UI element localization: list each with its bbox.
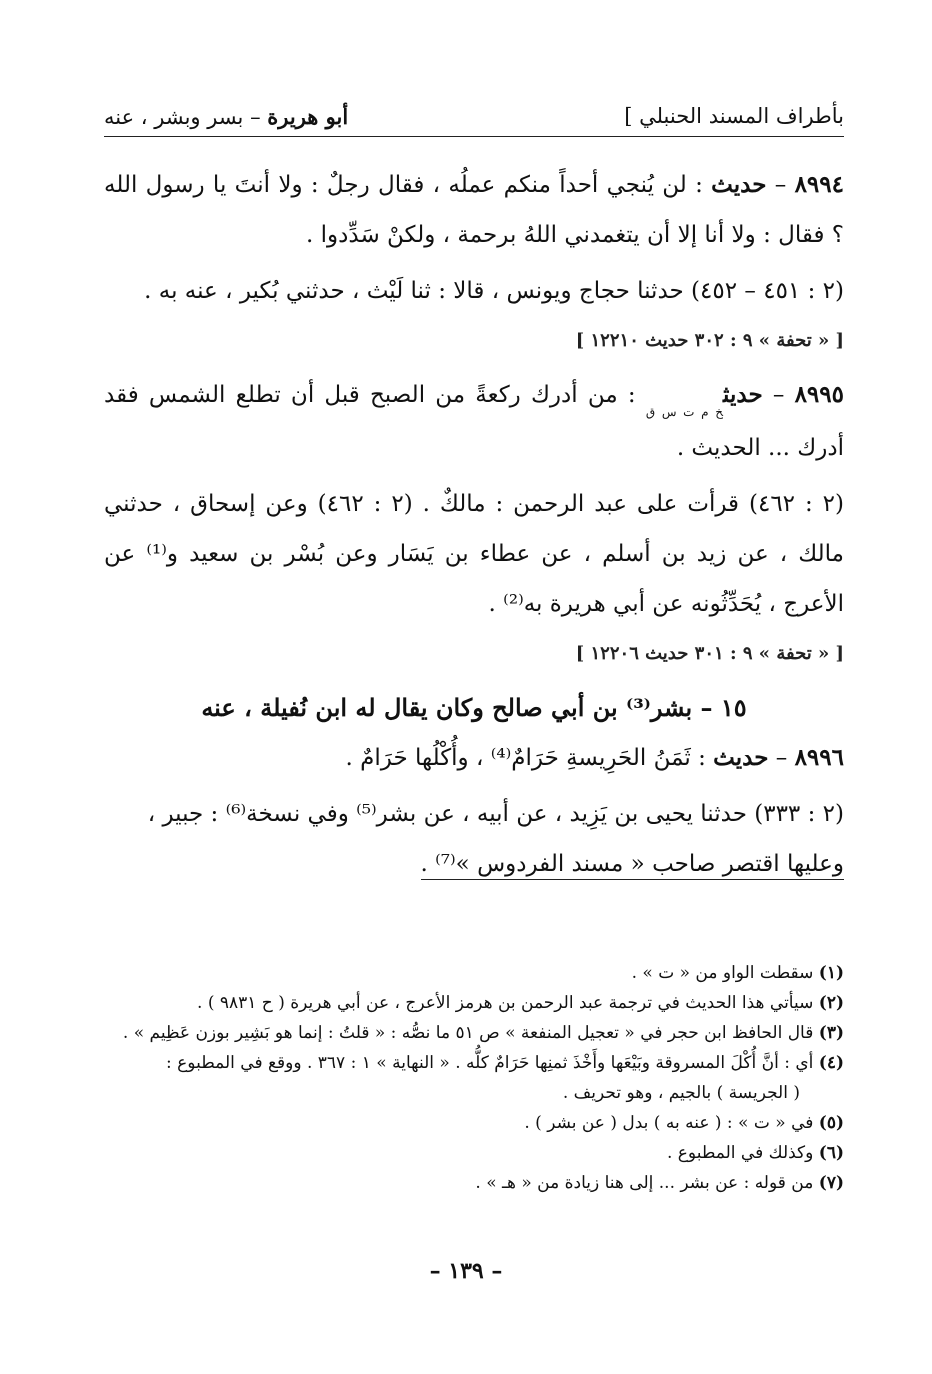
footnote-text: ( الجريسة ) بالجيم ، وهو تحريف . xyxy=(562,1083,800,1103)
hadith-text: : ثَمَنُ الحَرِيسةِ حَرَامٌ⁽⁴⁾ ، وأُكْلُها حَرَامٌ . xyxy=(345,745,714,771)
hadith-text: : لن يُنجي أحداً منكم عملُه ، فقال رجلٌ : ولا أنتَ يا رسول الله ؟ فقال : ولا أنا إلا أن يتغمدني اللهُ برحمة ، ولكنْ سَدِّدوا . xyxy=(104,172,844,248)
footnote-text: قال الحافظ ابن حجر في « تعجيل المنفعة » ص ٥١ ما نصُّه : « قلتُ : إنما هو بَشِير بوزن عَظِيم » . xyxy=(122,1023,819,1043)
header-chapter-sub: – بسر وبشر ، عنه xyxy=(104,105,268,129)
section-heading: ١٥ – بشر⁽³⁾ بن أبي صالح وكان يقال له ابن نُفيلة ، عنه xyxy=(201,693,747,722)
footnote xyxy=(104,1018,844,1048)
hadith-8995-source: (٢ : ٤٦٢) قرأت على عبد الرحمن : مالكٌ . (٢ : ٤٦٢) وعن إسحاق ، حدثني مالك ، عن زيد بن أسلم ، عن عطاء بن يَسَار وعن بُسْر بن سعيد و⁽¹⁾ عن الأعرج ، يُحَدِّثُونه عن أبي هريرة به⁽²⁾ . xyxy=(104,491,844,617)
header-chapter xyxy=(104,104,348,129)
hadith-number: ٨٩٩٤ xyxy=(794,171,844,198)
hadith-keyword: حديث xyxy=(711,171,767,198)
header-book-title: بأطراف المسند الحنبلي ] xyxy=(624,104,844,128)
running-header xyxy=(104,96,844,137)
hadith-keyword: حديث xyxy=(713,744,769,771)
hadith-8996-source xyxy=(104,789,844,889)
footnote-text: سقطت الواو من « ت » . xyxy=(631,963,819,983)
hadith-text: : من أدرك ركعةً من الصبح قبل أن تطلع الشمس فقد أدرك ... الحديث . xyxy=(104,382,844,461)
footnote xyxy=(104,1168,844,1198)
footnote xyxy=(104,988,844,1018)
footnote-continuation xyxy=(104,1078,844,1108)
footnote-number: (٣) xyxy=(818,1023,844,1043)
footnote xyxy=(104,1138,844,1168)
footnote-text: في « ت » : ( عنه به ) بدل ( عن بشر ) . xyxy=(524,1113,819,1133)
page-number: – ١٣٩ – xyxy=(429,1258,503,1284)
hadith-8995: ٨٩٩٥ – حديث$_{خ م ت س ق}$ : من أدرك ركعةً من الصبح قبل أن تطلع الشمس فقد أدرك ... الحديث . xyxy=(104,381,844,461)
footnote xyxy=(104,958,844,988)
footnote-number: (٧) xyxy=(818,1173,844,1193)
main-text xyxy=(104,160,844,889)
hadith-8996-source-line-1: (٢ : ٣٣٣) حدثنا يحيى بن يَزِيد ، عن أبيه ، عن بشر⁽⁵⁾ وفي نسخة⁽⁶⁾ : جبير ، xyxy=(147,801,844,827)
hadith-8996-source-line-2: وعليها اقتصر صاحب « مسند الفردوس »⁽⁷⁾ . xyxy=(421,851,844,880)
hadith-8994: ٨٩٩٤ – حديث : لن يُنجي أحداً منكم عملُه ، فقال رجلٌ : ولا أنتَ يا رسول الله ؟ فقال : ولا أنا إلا أن يتغمدني اللهُ برحمة ، ولكنْ سَدِّدوا . xyxy=(104,171,844,248)
footnote-number: (١) xyxy=(818,963,844,983)
hadith-8994-source: (٢ : ٤٥١ – ٤٥٢) حدثنا حجاج ويونس ، قالا : ثنا لَيْث ، حدثني بُكير ، عنه به . xyxy=(144,278,844,304)
footnote-number: (٤) xyxy=(818,1053,844,1073)
hadith-sigla: خ م ت س ق xyxy=(645,405,724,419)
hadith-8994-reference: [ « تحفة » ٩ : ٣٠٢ حديث ١٢٢١٠ ] xyxy=(575,330,844,351)
hadith-number: ٨٩٩٥ xyxy=(794,381,844,408)
header-chapter-name: أبو هريرة xyxy=(267,104,349,129)
footnote xyxy=(104,1108,844,1138)
footnote-text: من قوله : عن بشر ... إلى هنا زيادة من « هـ » . xyxy=(475,1173,819,1193)
hadith-8995-reference: [ « تحفة » ٩ : ٣٠١ حديث ١٢٢٠٦ ] xyxy=(575,643,844,664)
footnotes xyxy=(104,958,844,1198)
footnote-text: وكذلك في المطبوع . xyxy=(666,1143,819,1163)
footnote xyxy=(104,1048,844,1078)
hadith-8996: ٨٩٩٦ – حديث : ثَمَنُ الحَرِيسةِ حَرَامٌ⁽⁴⁾ ، وأُكْلُها حَرَامٌ . xyxy=(345,744,844,771)
hadith-keyword: حديث xyxy=(723,381,763,408)
footnote-text: سيأتي هذا الحديث في ترجمة عبد الرحمن بن هرمز الأعرج ، عن أبي هريرة ( ح ٩٨٣١ ) . xyxy=(197,993,819,1013)
footnote-number: (٢) xyxy=(818,993,844,1013)
footnote-text: أي : أنَّ أُكْلَ المسروقة وبَيْعَها وأَخْذَ ثمنِها حَرَامٌ كلُّه . « النهاية » ١ : ٣٦٧ . ووقع في المطبوع : xyxy=(166,1053,819,1073)
footnote-number: (٦) xyxy=(818,1143,844,1163)
footnote-number: (٥) xyxy=(818,1113,844,1133)
hadith-number: ٨٩٩٦ xyxy=(794,744,844,771)
